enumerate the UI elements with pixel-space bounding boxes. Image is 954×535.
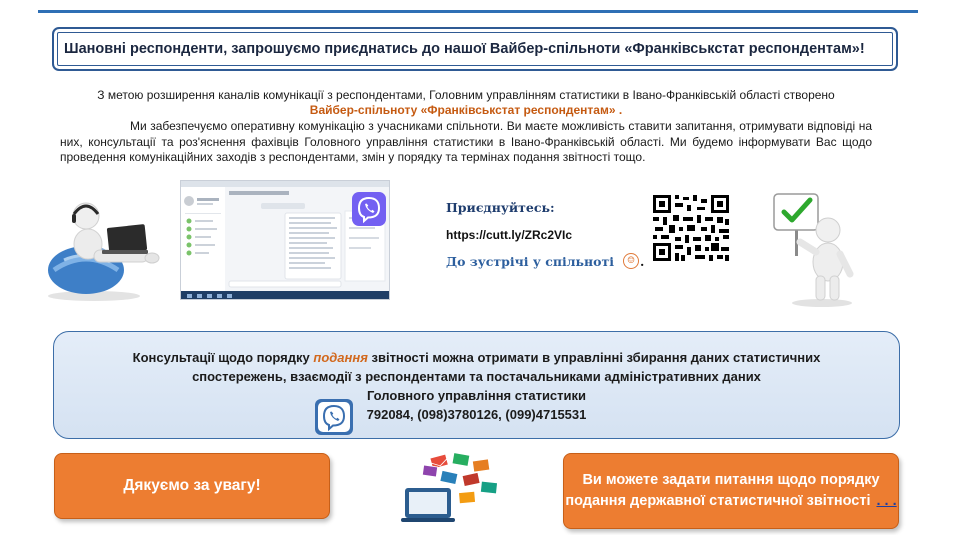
ask-question-text xyxy=(564,470,898,512)
qr-code-icon[interactable] xyxy=(651,193,731,263)
meet-period: . xyxy=(640,253,645,269)
meet-line xyxy=(446,253,644,269)
consult-line-2: спостережень, взаємодії з респондентами та постачальниками адміністративних даних xyxy=(192,369,761,384)
community-link[interactable]: https://cutt.ly/ZRc2VIc xyxy=(446,228,573,242)
ask-question-banner xyxy=(563,453,899,529)
phone-row xyxy=(54,405,899,424)
smiley-icon: ☺ xyxy=(623,253,639,269)
consult-emphasis: подання xyxy=(313,350,368,365)
consult-text-end: звітності можна отримати в управлінні збирання даних статистичних xyxy=(367,350,821,365)
page-title-text: Шановні респонденти, запрошуємо приєднатись до нашої Вайбер-спільноти «Франківськстат респондентам»! xyxy=(64,41,865,57)
join-block xyxy=(446,200,644,269)
viber-phone-icon xyxy=(314,398,354,436)
mail-icon xyxy=(401,452,501,524)
thank-you-banner xyxy=(54,453,330,519)
top-divider xyxy=(38,10,918,13)
viber-icon xyxy=(352,192,386,226)
person-checkmark-illustration xyxy=(766,190,874,308)
intro-text xyxy=(60,88,872,118)
thank-you-text: Дякуємо за увагу! xyxy=(123,477,261,494)
consult-line-1 xyxy=(54,348,899,367)
description-paragraph: Ми забезпечуємо оперативну комунікацію з учасниками спільноти. Ви маєте можливість ставити запитання, отримувати відповіді на них, консультації та роз'яснення фахівців Головного управління статистики в Івано-Франківській області. Ми будемо інформувати Вас щодо проведення комунікаційних заходів з респондентами, змін у порядку та термінах подання звітності тощо. xyxy=(60,119,872,164)
meet-text: До зустрічі у спільноті xyxy=(446,253,615,269)
consult-text-start: Консультації щодо порядку xyxy=(132,350,314,365)
person-laptop-illustration xyxy=(44,192,170,302)
phone-numbers: 792084, (098)3780126, (099)4715531 xyxy=(366,407,587,422)
community-name: Вайбер-спільноту «Франківськстат респондентам» . xyxy=(309,103,623,117)
join-heading: Приєднуйтесь: xyxy=(446,200,555,215)
intro-line: З метою розширення каналів комунікації з респондентами, Головним управлінням статистики в Івано-Франківській області створено xyxy=(97,88,835,102)
consult-line-3: Головного управління статистики xyxy=(366,388,587,403)
consultation-box xyxy=(53,331,900,439)
ask-question-link[interactable]: . . . xyxy=(876,493,897,509)
ask-question-label: Ви можете задати питання щодо порядку подання державної статистичної звітності xyxy=(565,472,880,509)
page-title xyxy=(52,27,898,71)
